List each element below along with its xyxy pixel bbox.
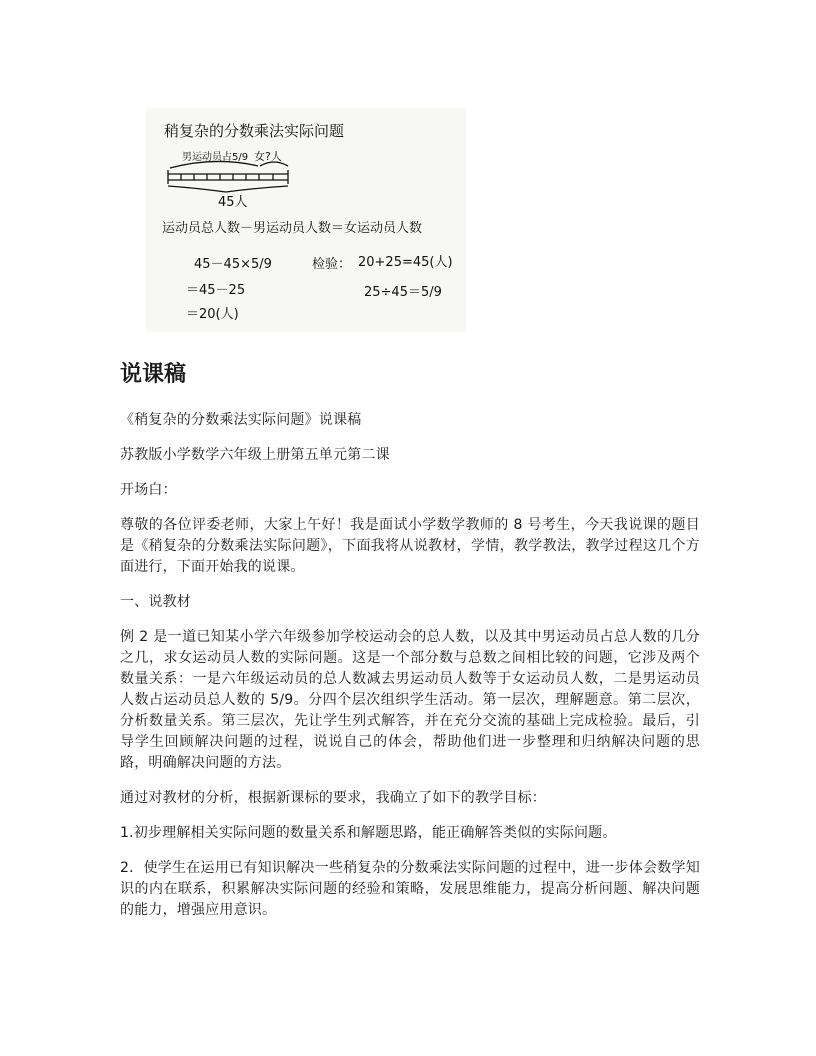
paragraph-goal-2: 2．使学生在运用已有知识解决一些稍复杂的分数乘法实际问题的过程中，进一步体会数学知识的内在联系，积累解决实际问题的经验和策略，发展思维能力，提高分析问题、解决问题的能力，增强应用意识。 [120,860,700,918]
paragraph-textbook-analysis: 例 2 是一道已知某小学六年级参加学校运动会的总人数，以及其中男运动员占总人数的几分之几，求女运动员人数的实际问题。这是一个部分数与总数之间相比较的问题，它涉及两个数量关系：一是六年级运动员的总人数减去男运动员人数等于女运动员人数，二是男运动员人数占运动员总人数的 5/9。分四个层次组织学生活动。第一层次，理解题意。第二层次，分析数量关系。第三层次，先让学生列式解答，并在充分交流的基础上完成检验。最后，引导学生回顾解决问题的过程，说说自己的体会，帮助他们进一步整理和归纳解决问题的思路，明确解决问题的方法。 [120,629,700,771]
total-label: 45人 [218,195,248,210]
bar-label-female: 女?人 [254,150,282,163]
handwritten-note-image [146,108,466,332]
calc-line-2: ＝45－25 [186,283,246,298]
line-segment-diagram [168,161,288,192]
calc-line-3: ＝20(人) [186,307,239,322]
check-line-2: 25÷45＝5/9 [364,285,442,300]
calc-line-1: 45－45×5/9 [194,257,272,272]
paragraph-course-title: 《稍复杂的分数乘法实际问题》说课稿 [120,412,362,428]
paragraph-textbook: 苏教版小学数学六年级上册第五单元第二课 [120,447,390,463]
document-body [120,360,700,935]
paragraph-goal-1: 1.初步理解相关实际问题的数量关系和解题思路，能正确解答类似的实际问题。 [120,825,617,841]
check-line-1: 20+25=45(人) [358,255,453,270]
relation-text: 运动员总人数－男运动员人数＝女运动员人数 [162,221,423,236]
paragraph-opening-label: 开场白： [120,482,177,498]
page-heading: 说课稿 [120,362,187,387]
bar-label-male: 男运动员占5/9 [182,152,249,163]
check-label: 检验： [312,257,352,272]
paragraph-goals-intro: 通过对教材的分析，根据新课标的要求，我确立了如下的教学目标： [120,790,546,806]
note-title: 稍复杂的分数乘法实际问题 [164,122,345,140]
paragraph-opening: 尊敬的各位评委老师，大家上午好！我是面试小学数学教师的 8 号考生，今天我说课的题目是《稍复杂的分数乘法实际问题》，下面我将从说教材，学情，教学教法，教学过程这几个方面进行，下面开始我的说课。 [120,517,700,575]
section-heading-textbook: 一、说教材 [120,594,191,610]
